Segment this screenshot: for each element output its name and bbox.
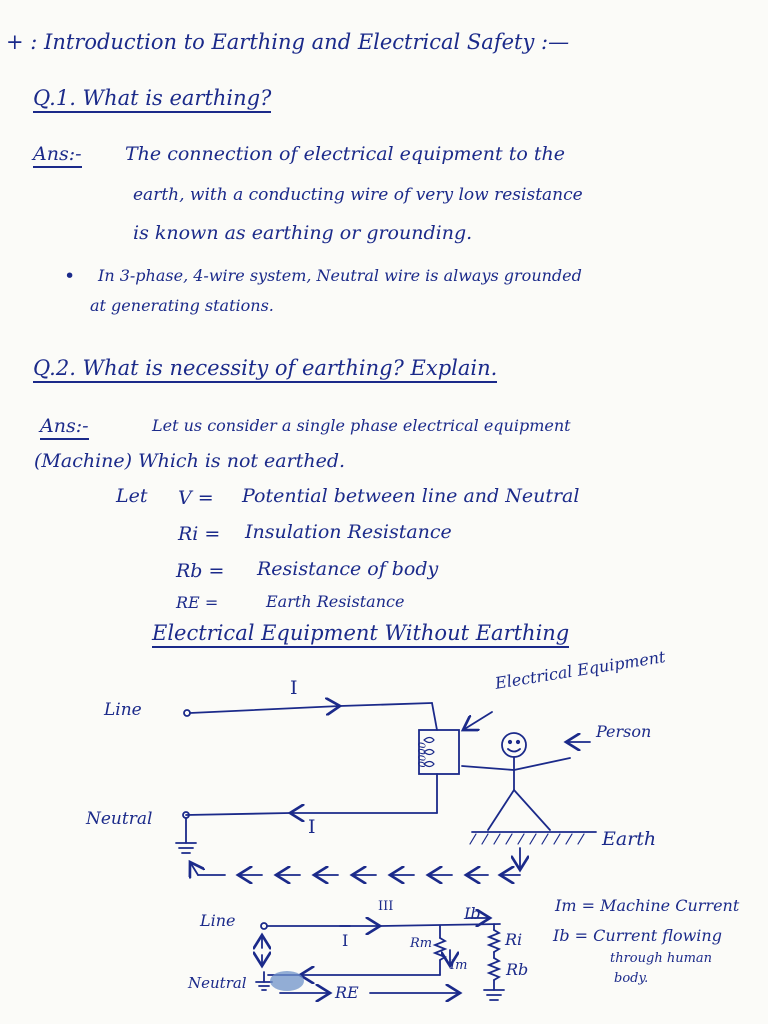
neutral-label: Neutral xyxy=(86,809,153,829)
person-head xyxy=(502,733,526,757)
legend-im: Im = Machine Current xyxy=(555,896,740,915)
page-heading: + : Introduction to Earthing and Electrical Safety :— xyxy=(6,30,570,54)
ink-smudge xyxy=(270,971,304,991)
re-label: RE xyxy=(335,983,359,1002)
q2-answer-line: Let us consider a single phase electrical equipment xyxy=(152,416,571,435)
def-symbol: RE = xyxy=(176,593,219,612)
coil-text: 0000 xyxy=(415,742,426,768)
q1-answer-line: The connection of electrical equipment to the xyxy=(125,143,565,165)
person-label: Person xyxy=(596,722,652,741)
def-text: Earth Resistance xyxy=(266,592,405,611)
rb-label: Rb xyxy=(506,960,529,979)
equipment-label: Electrical Equipment xyxy=(493,647,667,693)
q1-answer-label: Ans:- xyxy=(33,145,82,168)
rb-resistor xyxy=(489,958,499,980)
ri-resistor xyxy=(489,930,499,952)
q2-answer-line: (Machine) Which is not earthed. xyxy=(34,450,346,472)
i-label: I xyxy=(342,931,349,950)
def-symbol: Rb = xyxy=(176,560,225,582)
line-label-2: Line xyxy=(200,911,236,930)
ticks-label: III xyxy=(378,899,394,914)
bullet-line: In 3-phase, 4-wire system, Neutral wire is always grounded xyxy=(98,266,582,285)
q1-answer-line: is known as earthing or grounding. xyxy=(133,222,473,244)
rm-label: Rm xyxy=(410,936,433,951)
im-label: Im xyxy=(450,958,468,973)
q1-question: Q.1. What is earthing? xyxy=(33,88,271,113)
def-symbol: V = xyxy=(178,487,214,509)
equipment-box xyxy=(419,730,459,774)
q2-answer-label: Ans:- xyxy=(40,417,89,440)
legend-ib-line1: Ib = Current flowing xyxy=(553,926,722,945)
diagram-title: Electrical Equipment Without Earthing xyxy=(152,623,569,648)
earth-label: Earth xyxy=(602,828,657,850)
ri-label: Ri xyxy=(505,930,523,949)
current-label-top: I xyxy=(290,677,298,699)
legend-ib-line3: body. xyxy=(614,971,649,986)
current-label-bottom: I xyxy=(308,816,316,838)
def-symbol: Ri = xyxy=(178,523,221,545)
person-figure xyxy=(462,733,596,844)
diagram-without-earthing xyxy=(176,703,596,875)
def-text: Potential between line and Neutral xyxy=(242,485,580,507)
ib-label: Ib xyxy=(464,904,481,923)
legend-ib-line2: through human xyxy=(610,951,713,966)
let-word: Let xyxy=(116,485,148,507)
bullet-dot: • xyxy=(64,265,76,287)
neutral-label-2: Neutral xyxy=(188,974,247,992)
bullet-line: at generating stations. xyxy=(90,296,274,315)
line-label: Line xyxy=(104,700,142,720)
rm-resistor xyxy=(435,938,445,960)
q2-question: Q.2. What is necessity of earthing? Explain. xyxy=(33,358,497,383)
def-text: Resistance of body xyxy=(257,558,439,580)
def-text: Insulation Resistance xyxy=(245,521,452,543)
q1-answer-line: earth, with a conducting wire of very low resistance xyxy=(133,185,583,205)
